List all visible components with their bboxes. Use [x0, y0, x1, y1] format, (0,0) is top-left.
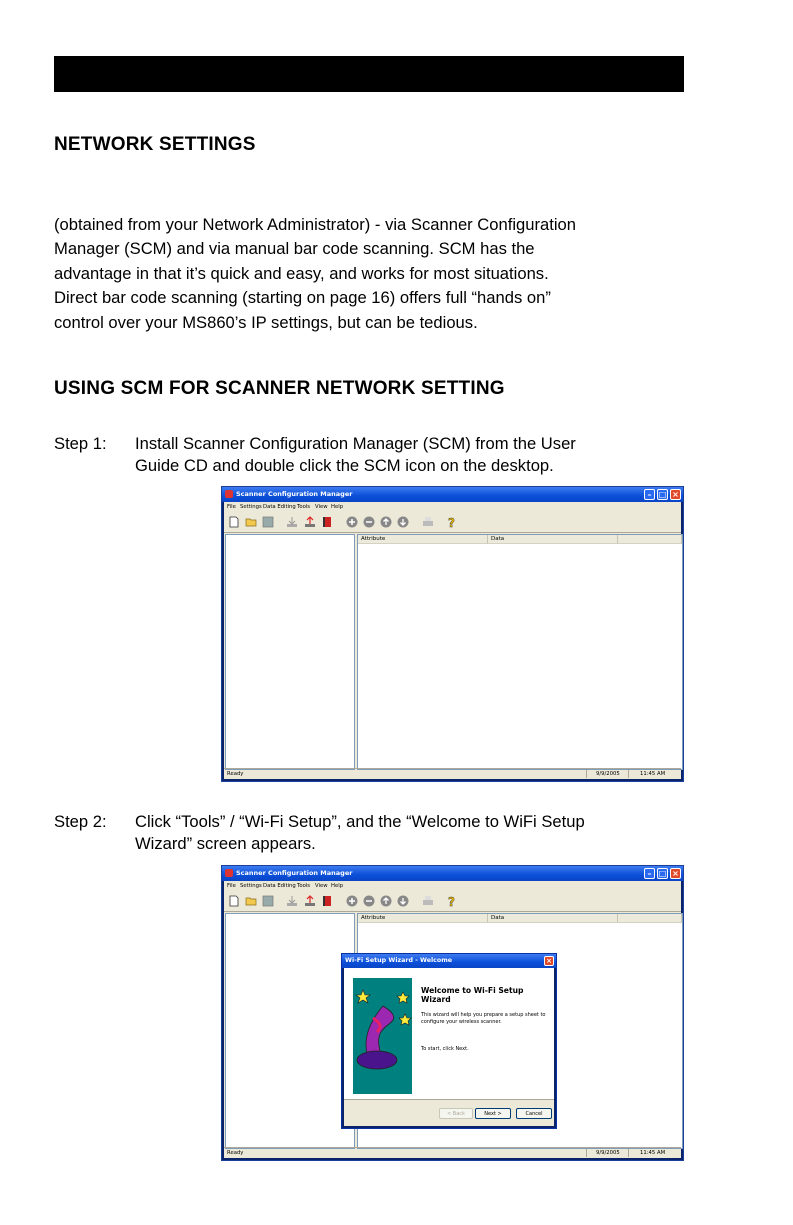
save-icon[interactable]: [262, 516, 274, 528]
intro-line: Direct bar code scanning (starting on page 16) offers full “hands on”: [54, 288, 551, 308]
column-blank: [618, 535, 682, 544]
download-icon[interactable]: [286, 895, 298, 907]
wizard-text-line: This wizard will help you prepare a setup sheet to: [421, 1012, 546, 1018]
down-icon[interactable]: [397, 895, 409, 907]
network-settings-heading: NETWORK SETTINGS: [54, 134, 256, 155]
step-line: Click “Tools” / “Wi-Fi Setup”, and the “Welcome to WiFi Setup: [135, 812, 585, 831]
scm-window: [221, 486, 684, 782]
minimize-button[interactable]: –: [644, 489, 655, 500]
column-attribute[interactable]: Attribute: [358, 535, 488, 544]
close-button[interactable]: ×: [670, 868, 681, 879]
status-bar: [224, 1147, 681, 1158]
window-title: Scanner Configuration Manager: [236, 869, 353, 877]
toolbar: [224, 512, 681, 533]
column-attribute[interactable]: Attribute: [358, 914, 488, 923]
new-icon[interactable]: [228, 895, 240, 907]
status-bar: [224, 768, 681, 779]
print-icon[interactable]: [422, 895, 434, 907]
attribute-list[interactable]: [357, 534, 683, 770]
next-button[interactable]: Next >: [475, 1108, 511, 1119]
open-icon[interactable]: [245, 895, 257, 907]
column-data[interactable]: Data: [488, 535, 618, 544]
status-text: Ready: [227, 771, 244, 777]
up-icon[interactable]: [380, 895, 392, 907]
menu-view[interactable]: View: [315, 504, 328, 510]
dialog-title: Wi-Fi Setup Wizard - Welcome: [345, 957, 453, 964]
menu-file[interactable]: File: [227, 504, 236, 510]
menu-tools[interactable]: Tools: [297, 883, 311, 889]
status-time: 11:45 AM: [640, 1150, 666, 1156]
wizard-text-line: configure your wireless scanner.: [421, 1018, 502, 1025]
maximize-button[interactable]: □: [658, 490, 667, 499]
step-number: Step 2:: [54, 812, 107, 831]
status-date: 9/9/2005: [596, 771, 620, 777]
status-divider: [586, 1149, 587, 1157]
remove-icon[interactable]: [363, 516, 375, 528]
wizard-start-text: To start, click Next.: [421, 1046, 469, 1052]
status-text: Ready: [227, 1150, 244, 1156]
menu-settings[interactable]: Settings: [240, 883, 262, 889]
column-data[interactable]: Data: [488, 914, 618, 923]
menu-bar: [224, 502, 681, 512]
up-icon[interactable]: [380, 516, 392, 528]
save-icon[interactable]: [262, 895, 274, 907]
book-icon[interactable]: [321, 516, 333, 528]
maximize-button[interactable]: □: [658, 869, 667, 878]
dialog-close-button[interactable]: ×: [544, 956, 554, 966]
menu-help[interactable]: Help: [331, 883, 344, 889]
step-line: Install Scanner Configuration Manager (SCM) from the User: [135, 434, 576, 453]
status-divider: [628, 770, 629, 778]
menu-data-editing[interactable]: Data Editing: [263, 883, 296, 889]
intro-line: control over your MS860’s IP settings, but can be tedious.: [54, 312, 478, 332]
menu-file[interactable]: File: [227, 883, 236, 889]
window-titlebar: [222, 866, 683, 881]
wizard-heading-line: Welcome to Wi-Fi Setup: [421, 986, 524, 995]
tree-pane[interactable]: [225, 534, 355, 770]
app-icon: [225, 490, 233, 498]
status-divider: [628, 1149, 629, 1157]
upload-icon[interactable]: [304, 516, 316, 528]
add-icon[interactable]: [346, 895, 358, 907]
status-time: 11:45 AM: [640, 771, 666, 777]
menu-bar: [224, 881, 681, 891]
svg-text:?: ?: [448, 516, 455, 528]
new-icon[interactable]: [228, 516, 240, 528]
svg-text:?: ?: [448, 895, 455, 907]
intro-line: advantage in that it’s quick and easy, and works for most situations.: [54, 263, 549, 283]
wizard-heading-line: Wizard: [421, 995, 451, 1004]
upload-icon[interactable]: [304, 895, 316, 907]
app-icon: [225, 869, 233, 877]
back-button[interactable]: < Back: [439, 1108, 473, 1119]
remove-icon[interactable]: [363, 895, 375, 907]
menu-data-editing[interactable]: Data Editing: [263, 504, 296, 510]
step-line: Guide CD and double click the SCM icon on the desktop.: [135, 456, 554, 475]
menu-settings[interactable]: Settings: [240, 504, 262, 510]
toolbar: [224, 891, 681, 912]
menu-tools[interactable]: Tools: [297, 504, 311, 510]
scm-window-with-wizard: [221, 865, 684, 1161]
intro-paragraph: [54, 213, 694, 335]
help-icon[interactable]: [446, 895, 458, 907]
step-number: Step 1:: [54, 434, 107, 453]
dialog-titlebar: [342, 954, 556, 968]
add-icon[interactable]: [346, 516, 358, 528]
menu-view[interactable]: View: [315, 883, 328, 889]
wizard-heading: [421, 986, 551, 1004]
wizard-hat-icon: [353, 978, 412, 1094]
tree-pane[interactable]: [225, 913, 355, 1149]
intro-line: (obtained from your Network Administrator) - via Scanner Configuration: [54, 215, 577, 234]
down-icon[interactable]: [397, 516, 409, 528]
header-bar: [54, 56, 684, 92]
cancel-button[interactable]: Cancel: [516, 1108, 552, 1119]
using-scm-heading: USING SCM FOR SCANNER NETWORK SETTING: [54, 378, 505, 399]
wifi-wizard-dialog: [341, 953, 557, 1129]
menu-help[interactable]: Help: [331, 504, 344, 510]
print-icon[interactable]: [422, 516, 434, 528]
open-icon[interactable]: [245, 516, 257, 528]
book-icon[interactable]: [321, 895, 333, 907]
minimize-button[interactable]: –: [644, 868, 655, 879]
wizard-description: [421, 1012, 546, 1025]
window-title: Scanner Configuration Manager: [236, 490, 353, 498]
help-icon[interactable]: [446, 516, 458, 528]
intro-line: Manager (SCM) and via manual bar code scanning. SCM has the: [54, 239, 535, 259]
dialog-footer: [344, 1099, 554, 1126]
status-divider: [586, 770, 587, 778]
wizard-image: [353, 978, 412, 1094]
column-blank: [618, 914, 682, 923]
download-icon[interactable]: [286, 516, 298, 528]
status-date: 9/9/2005: [596, 1150, 620, 1156]
step-line: Wizard” screen appears.: [135, 834, 316, 853]
close-button[interactable]: ×: [670, 489, 681, 500]
window-titlebar: [222, 487, 683, 502]
